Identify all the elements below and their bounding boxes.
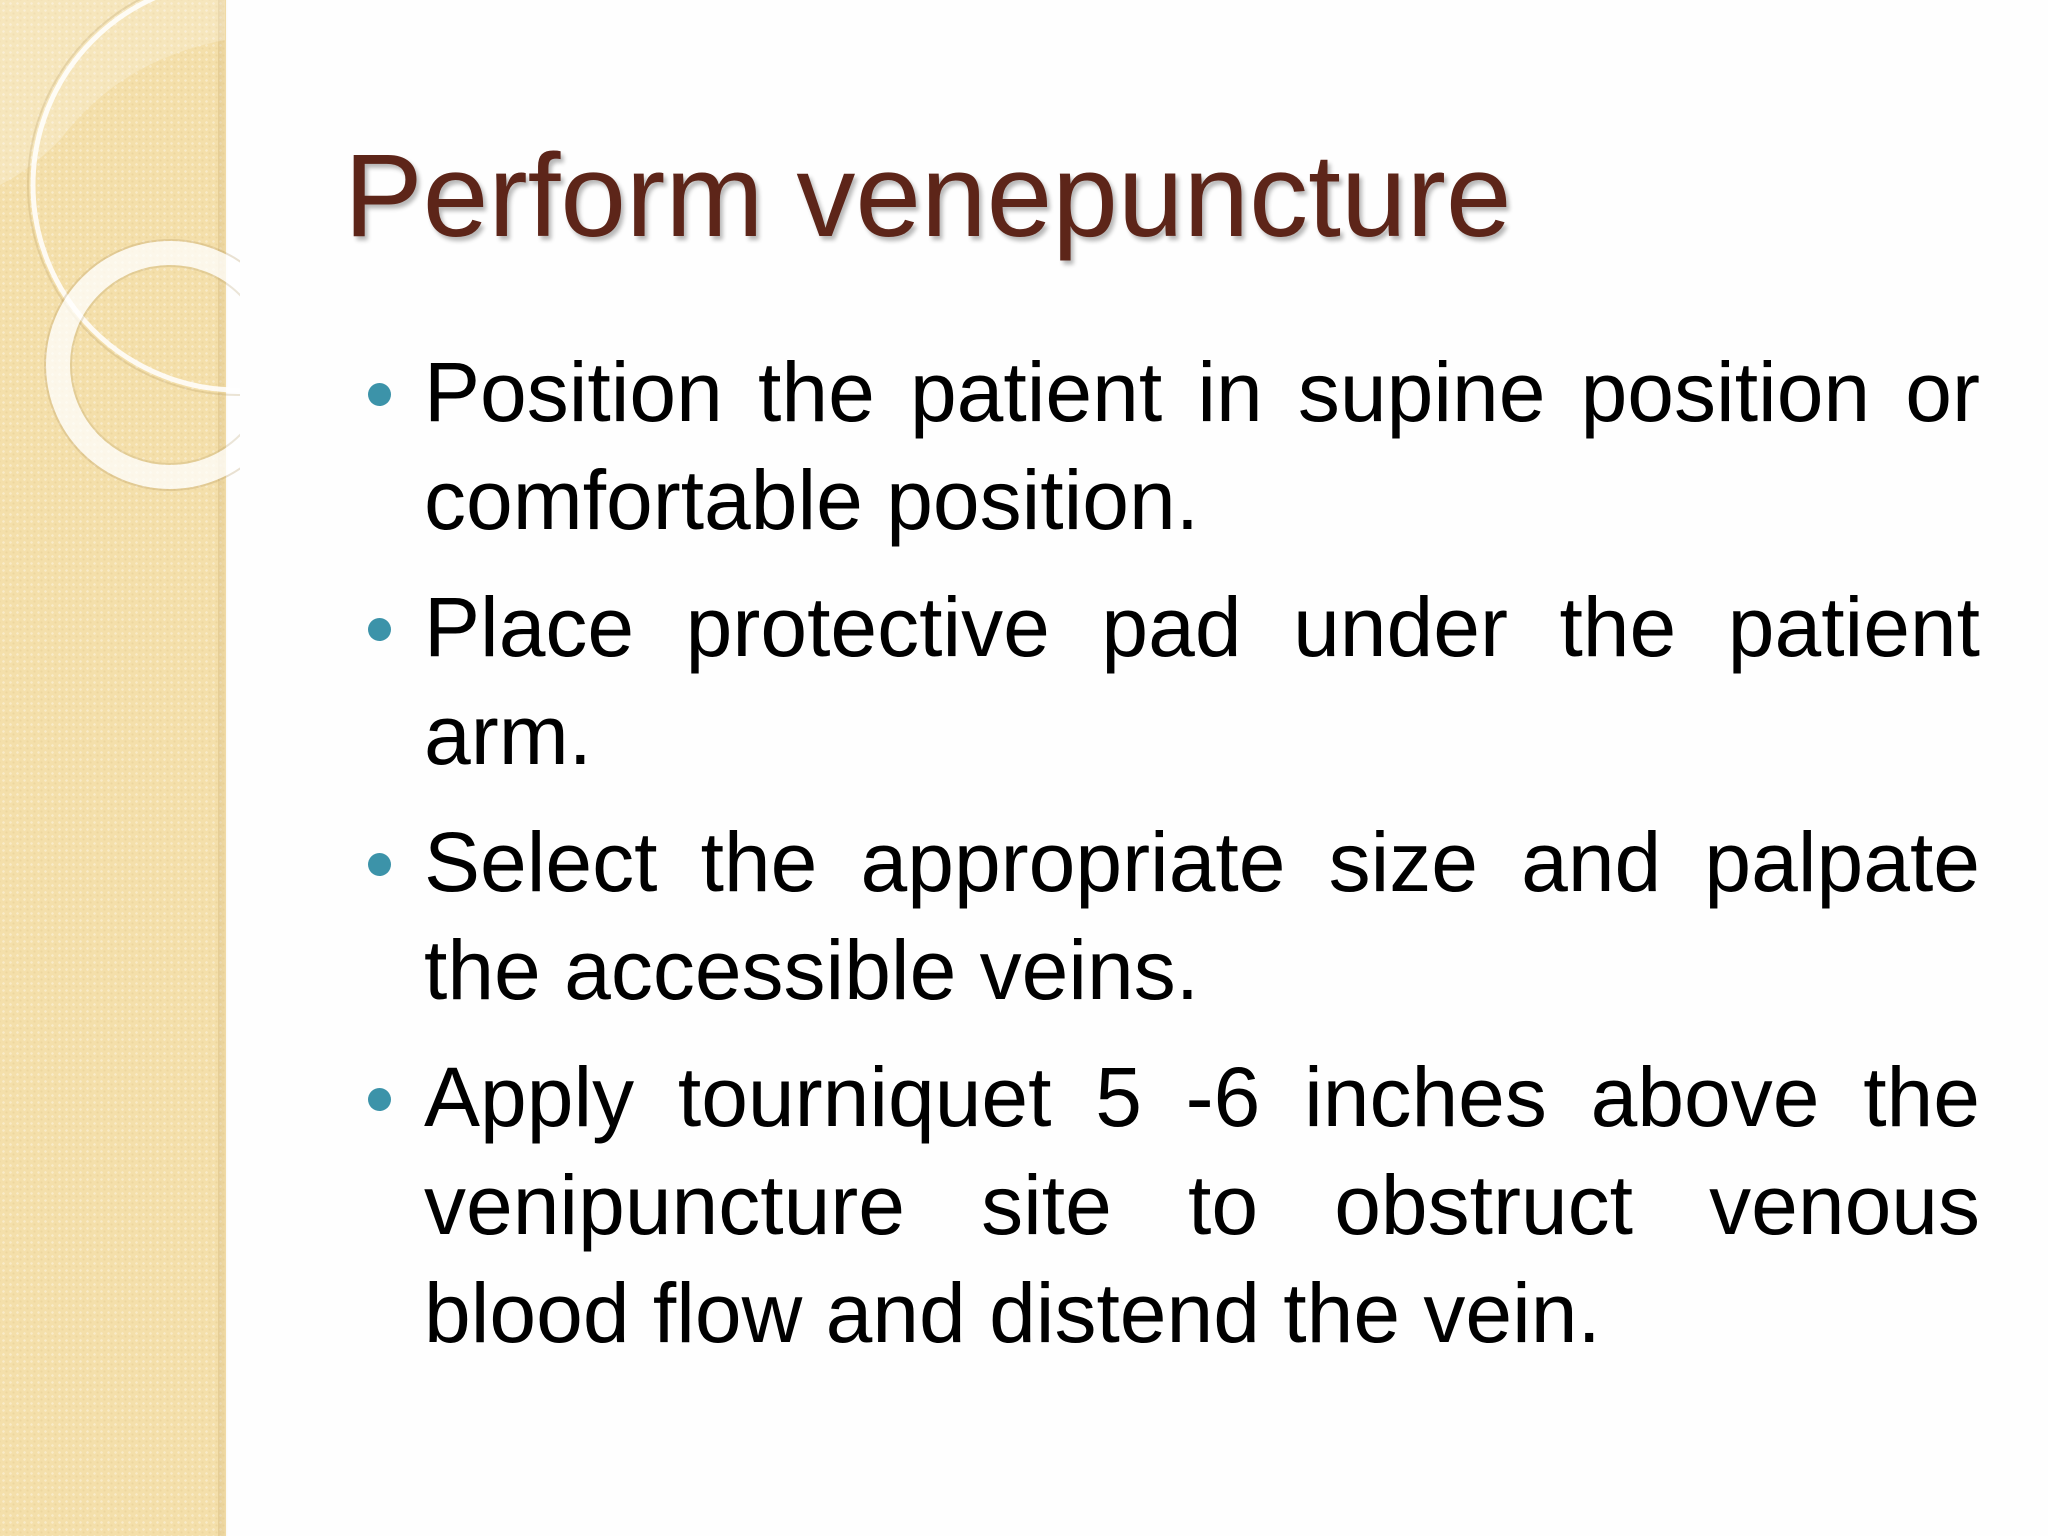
- bullet-text: Position the patient in supine position or comfortable position.: [424, 345, 1980, 547]
- bullet-item: [368, 1043, 1980, 1367]
- bullet-dot-icon: [368, 853, 391, 876]
- bullet-item: [368, 808, 1980, 1024]
- decorative-rings-graphic: [0, 0, 240, 520]
- bullet-dot-icon: [368, 618, 391, 641]
- bullet-item: [368, 338, 1980, 554]
- slide-title: Perform venepuncture: [344, 130, 1512, 262]
- bullet-text: Place protective pad under the patient arm.: [424, 580, 1980, 782]
- bullet-list: [368, 338, 1980, 1386]
- bullet-dot-icon: [368, 1088, 391, 1111]
- bullet-text: Apply tourniquet 5 -6 inches above the venipuncture site to obstruct venous blood flow and distend the vein.: [424, 1050, 1980, 1360]
- bullet-item: [368, 573, 1980, 789]
- bullet-dot-icon: [368, 383, 391, 406]
- bullet-text: Select the appropriate size and palpate the accessible veins.: [424, 815, 1980, 1017]
